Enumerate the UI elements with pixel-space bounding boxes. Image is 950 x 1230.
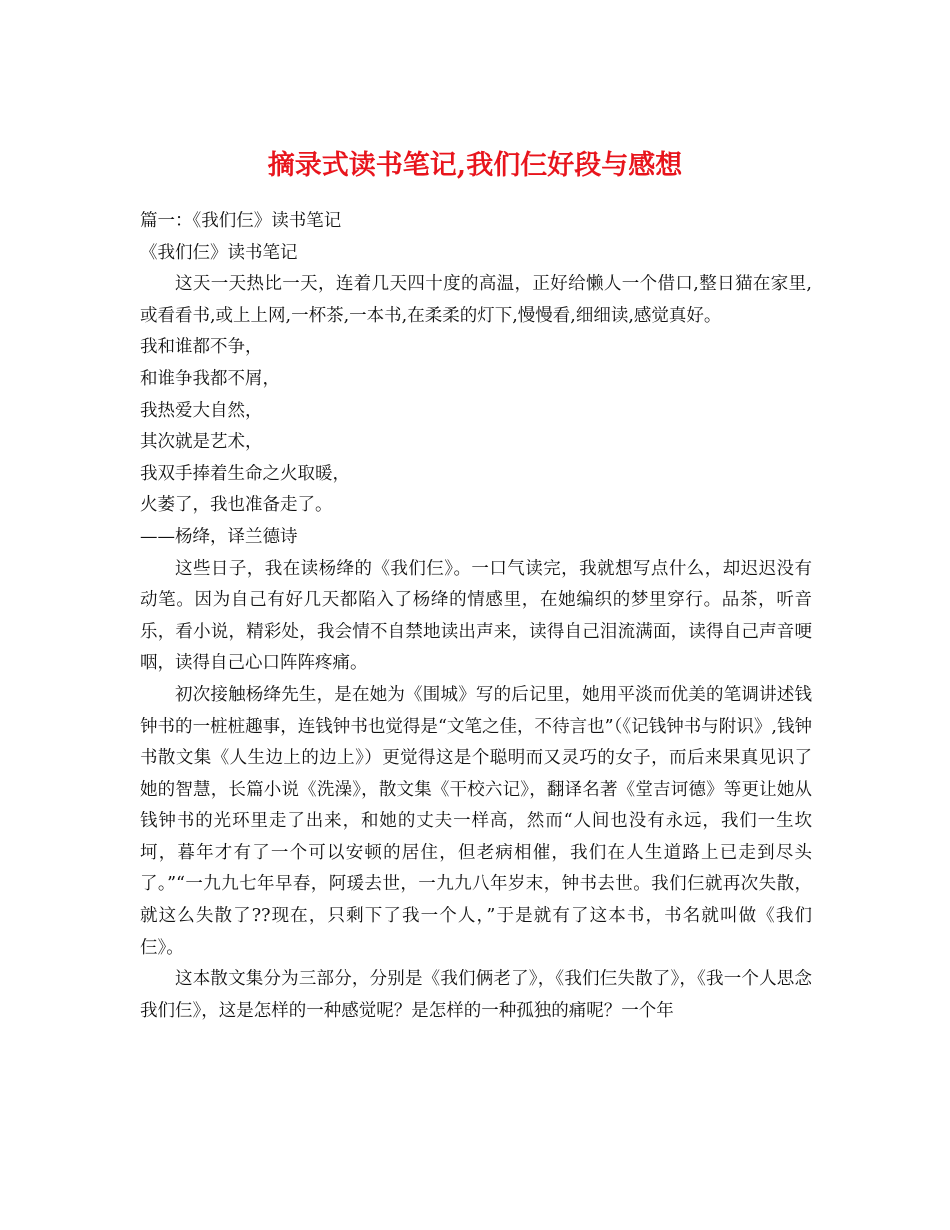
- paragraph: 这本散文集分为三部分，分别是《我们俩老了》，《我们仨失散了》，《我一个人思念我们仨》，这是怎样的一种感觉呢？是怎样的一种孤独的痛呢？一个年: [140, 969, 812, 1021]
- poem-line: 我热爱大自然，: [140, 400, 263, 421]
- poem-attribution: ——杨绛，译兰德诗: [140, 526, 298, 547]
- paragraph: 这些日子，我在读杨绛的《我们仨》。一口气读完，我就想写点什么，却迟迟没有动笔。因为自己有好几天都陷入了杨绛的情感里，在她编织的梦里穿行。品茶，听音乐，看小说，精彩处，我会情不自禁地读出声来，读得自己泪流满面，读得自己声音哽咽，读得自己心口阵阵疼痛。: [140, 558, 812, 674]
- poem-line: 我和谁都不争，: [140, 337, 263, 358]
- paragraph: 初次接触杨绛先生，是在她为《围城》写的后记里，她用平淡而优美的笔调讲述钱钟书的一桩桩趣事，连钱钟书也觉得是“文笔之佳，不待言也”（《记钱钟书与附识》,钱钟书散文集《人生边上的边上》）更觉得这是个聪明而又灵巧的女子，而后来果真见识了她的智慧，长篇小说《洗澡》，散文集《干校六记》，翻译名著《堂吉诃德》等更让她从钱钟书的光环里走了出来，和她的丈夫一样高，然而“人间也没有永远，我们一生坎坷，暮年才有了一个可以安顿的居住，但老病相催，我们在人生道路上已走到尽头了。”“一九九七年早春，阿瑗去世，一九九八年岁末，钟书去世。我们仨就再次失散，就这么失散了??现在，只剩下了我一个人，”于是就有了这本书，书名就叫做《我们仨》。: [140, 684, 812, 958]
- section-heading: 篇一：《我们仨》读书笔记: [140, 211, 342, 231]
- document-title: 摘录式读书笔记,我们仨好段与感想: [267, 150, 683, 182]
- paragraph: 这天一天热比一天，连着几天四十度的高温，正好给懒人一个借口,整日猫在家里,或看看书,或上上网,一杯茶,一本书,在柔柔的灯下,慢慢看,细细读,感觉真好。: [140, 274, 812, 326]
- poem-line: 火萎了，我也准备走了。: [140, 495, 333, 516]
- poem-line: 和谁争我都不屑，: [140, 368, 280, 389]
- document-body: [140, 206, 812, 1027]
- poem-line: 其次就是艺术，: [140, 432, 263, 453]
- subheading: 《我们仨》读书笔记: [140, 242, 298, 263]
- poem-line: 我双手捧着生命之火取暖，: [140, 463, 350, 484]
